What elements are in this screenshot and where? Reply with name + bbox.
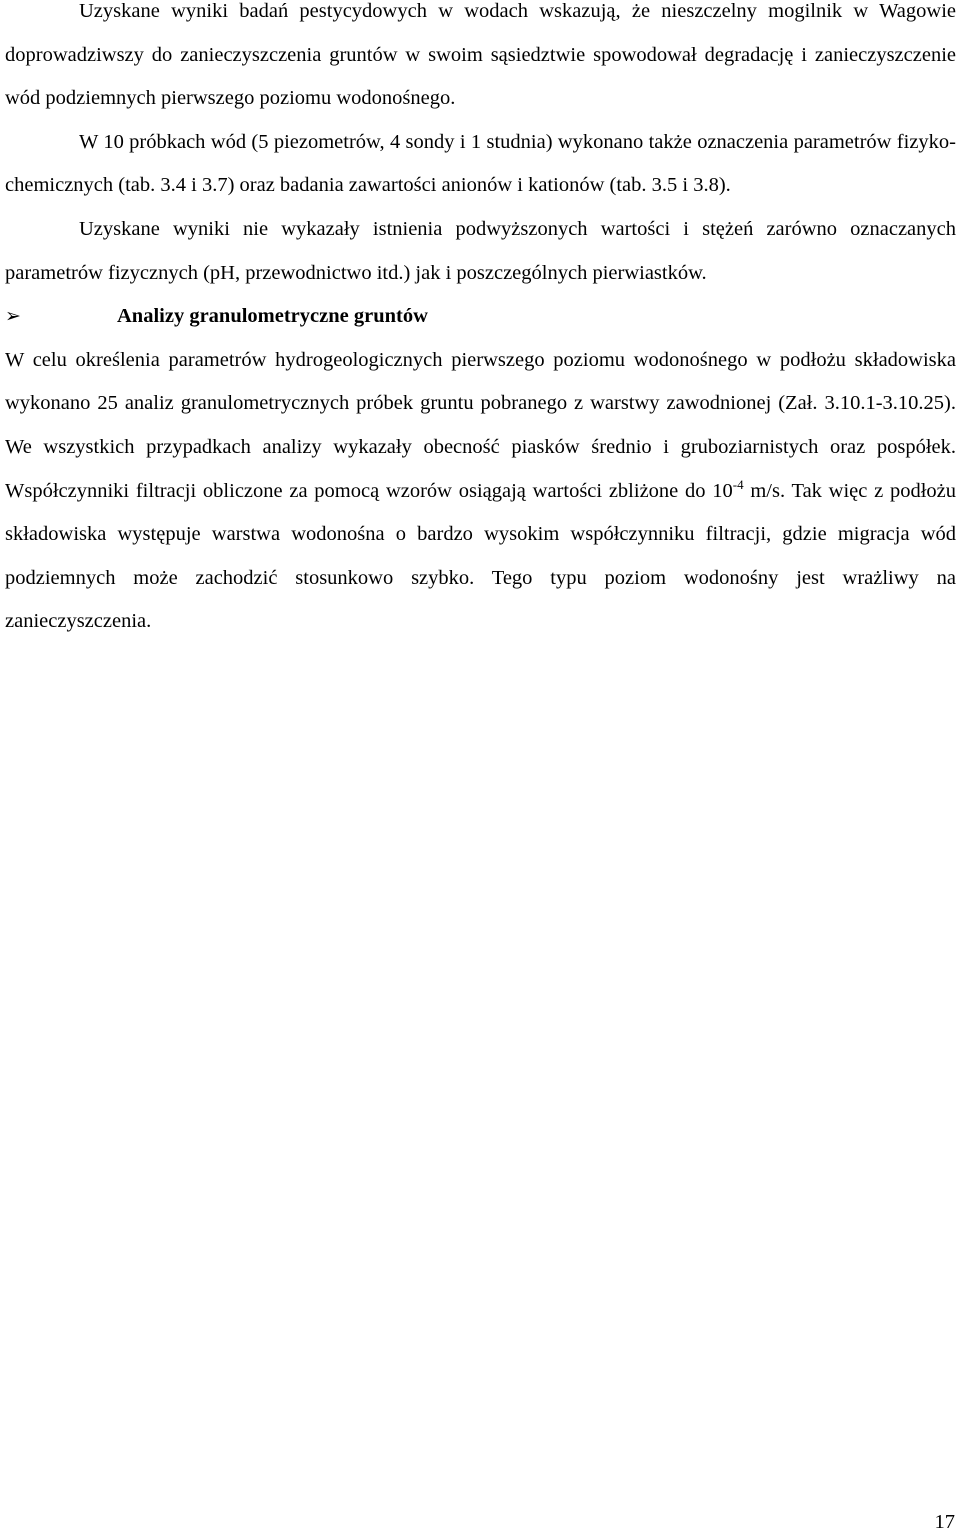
- paragraph-water-samples: W 10 próbkach wód (5 piezometrów, 4 sondy i 1 studnia) wykonano także oznaczenia parametrów fizyko-chemicznych (tab. 3.4 i 3.7) oraz badania zawartości anionów i kationów (tab. 3.5 i 3.8).: [5, 130, 956, 197]
- paragraph-granulometric-analyses: [5, 339, 956, 644]
- paragraph-pesticide-results: Uzyskane wyniki badań pestycydowych w wodach wskazują, że nieszczelny mogilnik w Wagowie doprowadziwszy do zanieczyszczenia gruntów w swoim sąsiedztwie spowodował degradację i zanieczyszczenie wód podziemnych pierwszego poziomu wodonośnego.: [5, 0, 956, 110]
- paragraph-no-elevated-values: Uzyskane wyniki nie wykazały istnienia podwyższonych wartości i stężeń zarówno oznaczanych parametrów fizycznych (pH, przewodnictwo itd.) jak i poszczególnych pierwiastków.: [5, 217, 956, 284]
- paragraph-text-part1: W celu określenia parametrów hydrogeologicznych pierwszego poziomu wodonośnego w podłożu składowiska wykonano 25 analiz granulometrycznych próbek gruntu pobranego z warstwy zawodnionej (Zał. 3.10.1-3.10.25). We wszystkich przypadkach analizy wykazały obecność piasków średnio i gruboziarnistych oraz pospółek. Współczynniki filtracji obliczone za pomocą wzorów osiągają wartości zbliżone do 10: [5, 348, 956, 502]
- exponent-superscript: -4: [732, 476, 744, 492]
- arrow-bullet-icon: ➢: [5, 305, 21, 328]
- paragraph-text-part2: m/s. Tak więc z podłożu składowiska występuje warstwa wodonośna o bardzo wysokim współczynniku filtracji, gdzie migracja wód podziemnych może zachodzić stosunkowo szybko. Tego typu poziom wodonośny jest wrażliwy na zanieczyszczenia.: [5, 479, 956, 633]
- section-heading: [5, 295, 956, 339]
- page-number: 17: [934, 1511, 955, 1533]
- document-page: [5, 0, 956, 644]
- section-title: Analizy granulometryczne gruntów: [117, 305, 428, 328]
